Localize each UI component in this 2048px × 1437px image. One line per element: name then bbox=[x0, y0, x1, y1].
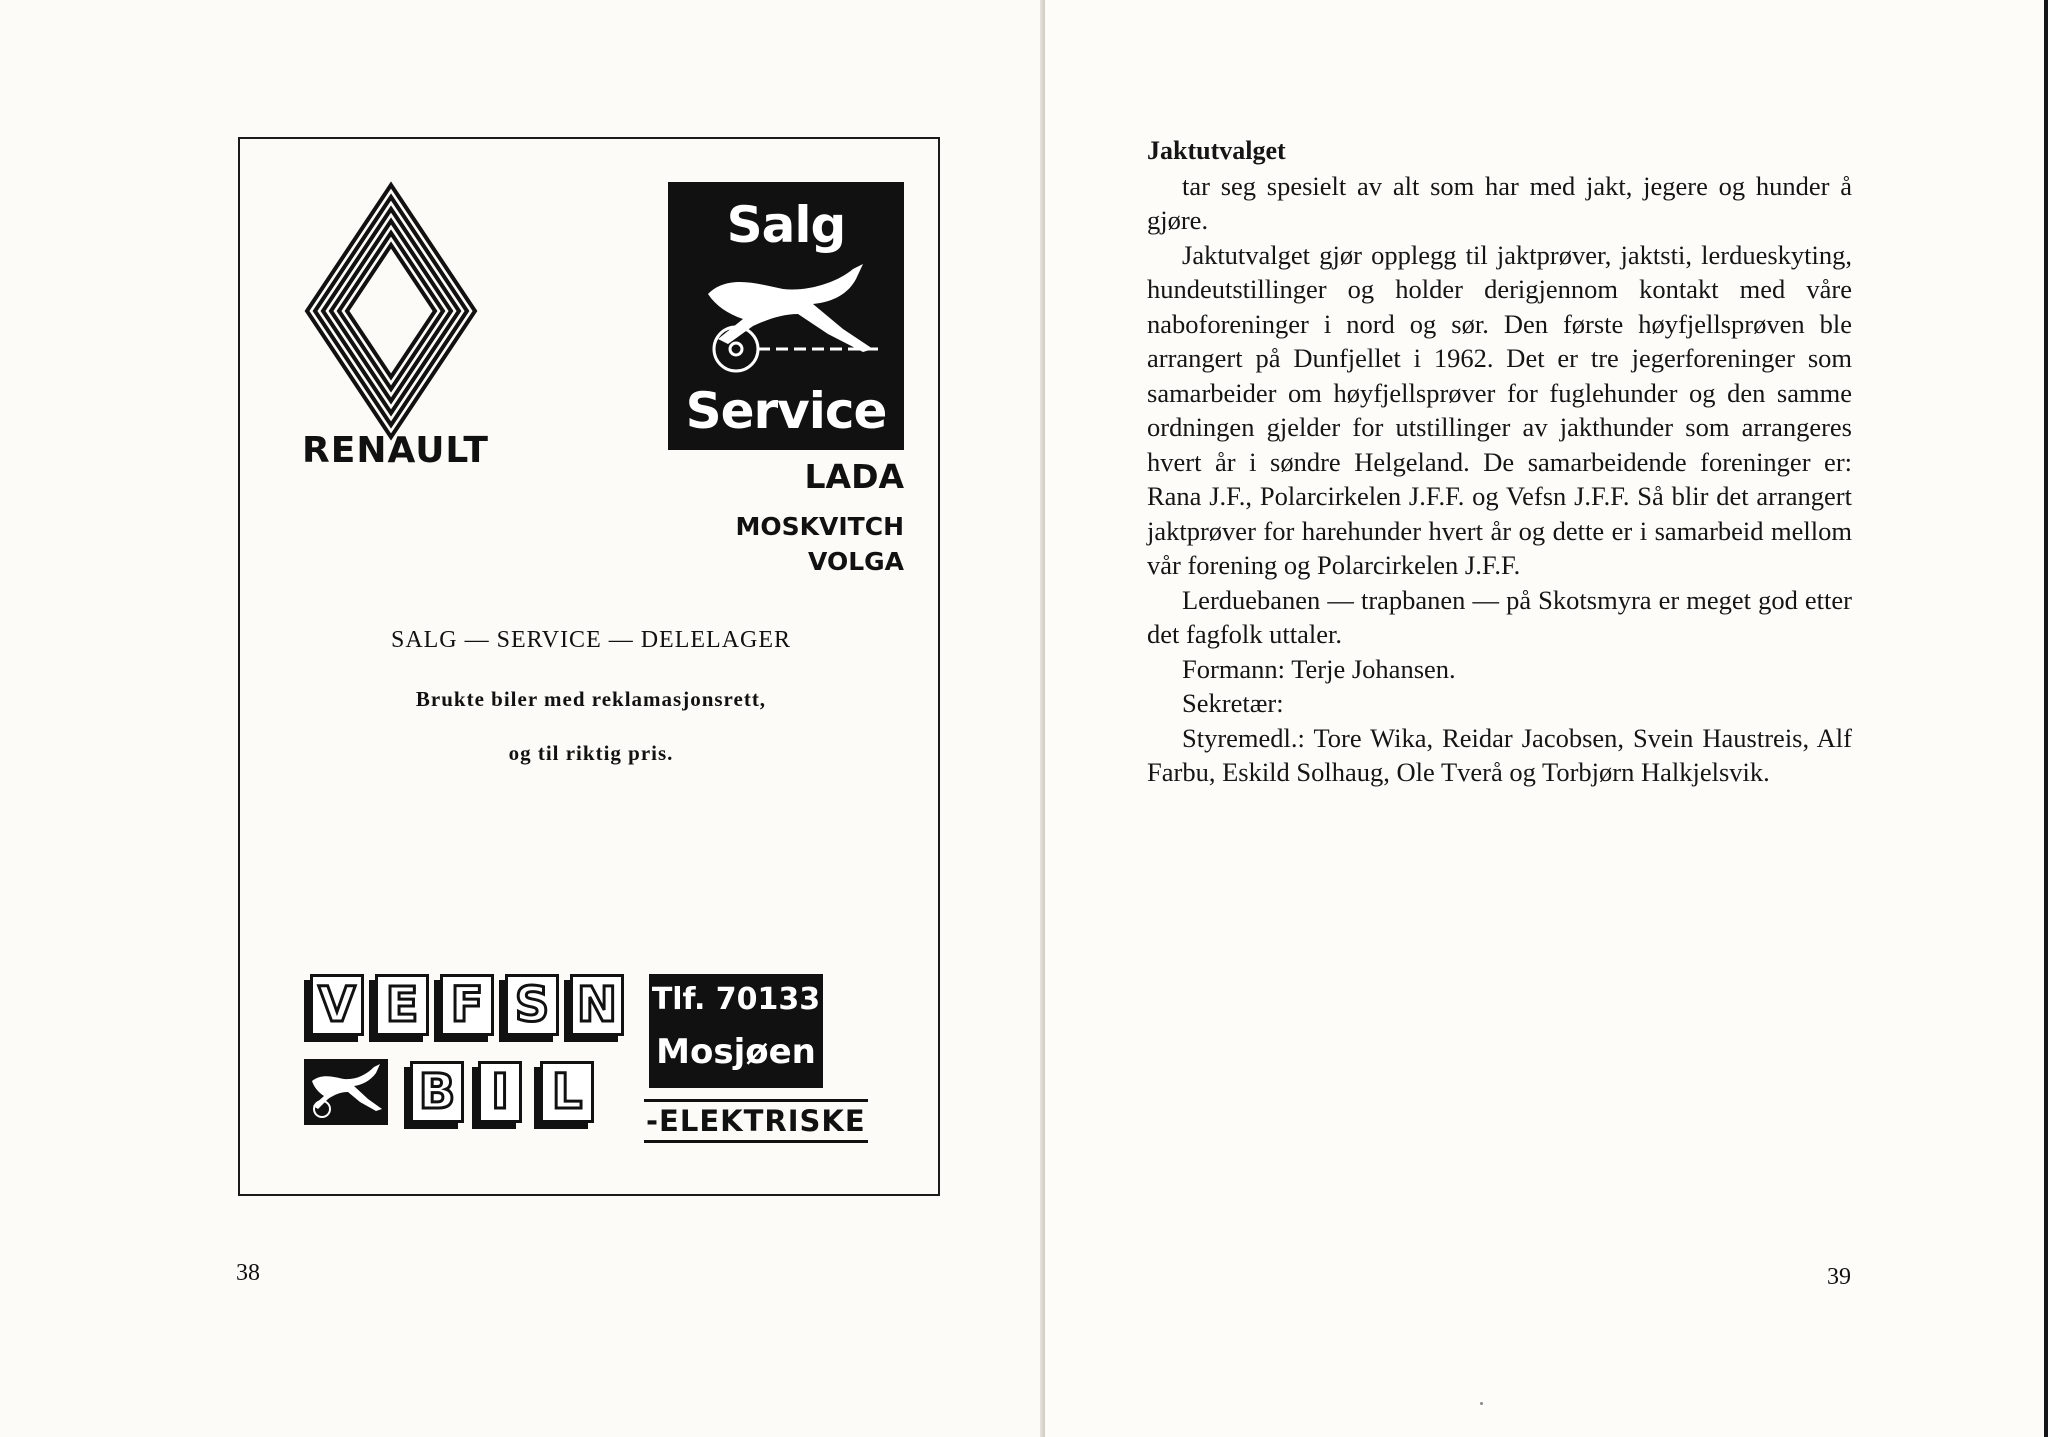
salg-word: Salg bbox=[726, 196, 846, 254]
moskvitch-text: MOSKVITCH bbox=[735, 512, 904, 541]
jaktutvalget-text bbox=[1147, 134, 1852, 790]
section-heading: Jaktutvalget bbox=[1147, 136, 1286, 165]
bil-letter-b: B bbox=[410, 1061, 464, 1123]
paragraph: Jaktutvalget gjør opplegg til jaktprøver, jaktsti, lerdueskyting, hundeutstillinger og holder derigjennom kontakt med våre naboforeninger i nord og sør. Den første høyfjellsprøven ble arrangert på Dunfjellet i 1962. Det er tre jegerforeninger som samarbeider om høyfjellsprøver for fuglehunder og den samme ordningen gjelder for utstillinger av jakthunder som arrangeres hvert år i søndre Helgeland. De samarbeidende foreninger er: Rana J.F., Polarcirkelen J.F.F. og Vefsn J.F.F. Så blir det arrangert jaktprøver for harehunder hvert år og dette er i samarbeid mellom vår forening og Polarcirkelen J.F.F. bbox=[1147, 239, 1852, 580]
brukte-biler-line: Brukte biler med reklamasjonsrett, bbox=[415, 687, 767, 711]
paragraph: tar seg spesielt av alt som har med jakt, jegere og hunder å gjøre. bbox=[1147, 170, 1852, 235]
vefsn-letter-f: F bbox=[440, 974, 494, 1036]
lada-text: LADA bbox=[804, 457, 904, 496]
vefsn-letter-v: V bbox=[310, 974, 364, 1036]
paragraph: Sekretær: bbox=[1182, 688, 1284, 718]
salg-service-logo bbox=[668, 182, 904, 450]
page-number-left: 38 bbox=[236, 1260, 260, 1286]
vefsn-letter-e: E bbox=[375, 974, 429, 1036]
leaping-antelope-icon bbox=[688, 254, 888, 384]
service-word: Service bbox=[685, 382, 887, 440]
paragraph: Styremedl.: Tore Wika, Reidar Jacobsen, Svein Haustreis, Alf Farbu, Eskild Solhaug, Ole Tverå og Torbjørn Halkjelsvik. bbox=[1147, 722, 1852, 787]
elektriske-text: -ELEKTRISKE bbox=[644, 1099, 868, 1143]
bil-letter-l: L bbox=[540, 1061, 594, 1123]
bil-letter-i: I bbox=[478, 1061, 522, 1123]
town-name: Mosjøen bbox=[656, 1032, 816, 1072]
vefsn-letter-n: N bbox=[570, 974, 624, 1036]
antelope-icon bbox=[304, 1059, 388, 1125]
volga-text: VOLGA bbox=[808, 547, 904, 576]
salg-service-delelager-line: SALG — SERVICE — DELELAGER bbox=[390, 627, 792, 653]
bil-antelope-logo bbox=[304, 1059, 388, 1125]
page-number-right: 39 bbox=[1827, 1264, 1851, 1290]
phone-box bbox=[649, 974, 823, 1088]
vefsn-letter-s: S bbox=[505, 974, 559, 1036]
advertisement-box bbox=[238, 137, 940, 1196]
paragraph: Formann: Terje Johansen. bbox=[1182, 653, 1456, 684]
renault-text: RENAULT bbox=[302, 430, 489, 471]
renault-diamond-logo bbox=[303, 181, 479, 441]
riktig-pris-line: og til riktig pris. bbox=[508, 741, 674, 765]
paragraph: Lerduebanen — trapbanen — på Skotsmyra er meget god etter det fagfolk uttaler. bbox=[1147, 584, 1852, 649]
phone-number: Tlf. 70133 bbox=[651, 982, 821, 1017]
paper-speck bbox=[1480, 1402, 1483, 1405]
